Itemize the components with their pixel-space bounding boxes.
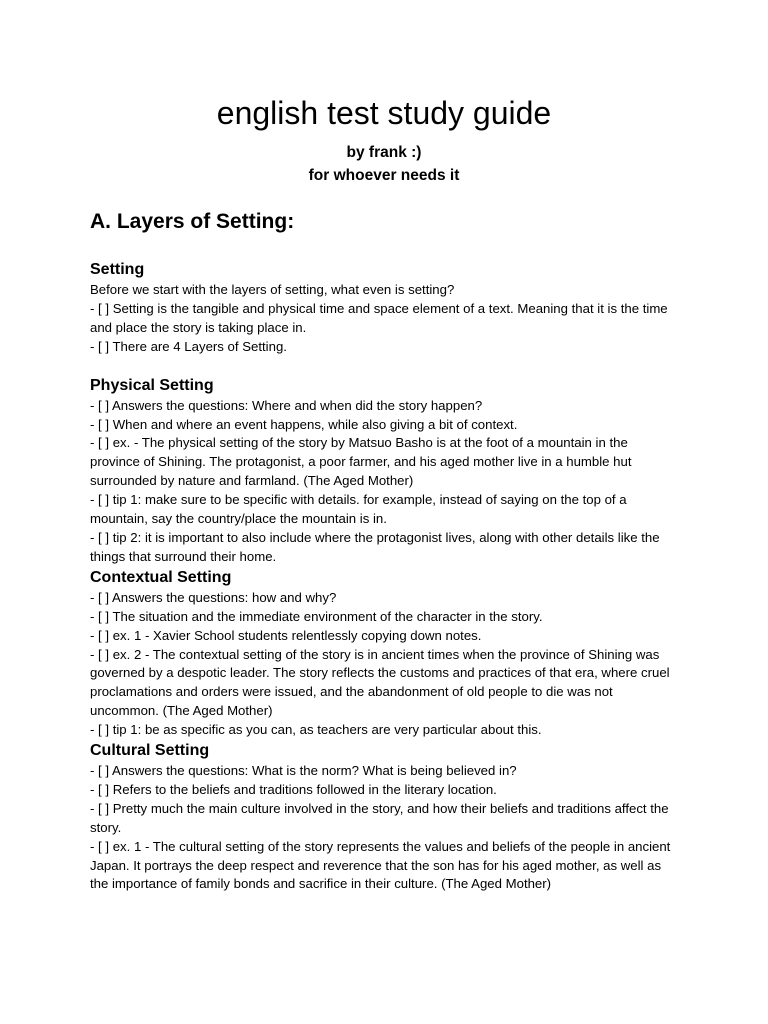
physical-line-3: - [ ] ex. - The physical setting of the story by Matsuo Basho is at the foot of a mountain in the province of Shining. The protagonist, a poor farmer, and his aged mother live in a humble hut surrounded by nature and farmland. (The Aged Mother)	[90, 435, 632, 489]
cultural-line-4: - [ ] ex. 1 - The cultural setting of the story represents the values and beliefs of the people in ancient Japan. It portrays the deep respect and reverence that the son has for his aged mother, as well as the importance of family bonds and sacrifice in their culture. (The Aged Mother)	[90, 838, 671, 892]
contextual-line-3: - [ ] ex. 1 - Xavier School students relentlessly copying down notes.	[90, 627, 482, 643]
section-heading-layers-of-setting: A. Layers of Setting:	[90, 210, 295, 233]
physical-line-4: - [ ] tip 1: make sure to be specific with details. for example, instead of saying on the top of a mountain, say the country/place the mountain is in.	[90, 492, 627, 527]
cultural-line-3: - [ ] Pretty much the main culture involved in the story, and how their beliefs and traditions affect the story.	[90, 800, 669, 835]
setting-line-1: Before we start with the layers of setting, what even is setting?	[90, 282, 455, 297]
document-title: english test study guide	[216, 95, 552, 131]
physical-line-1: - [ ] Answers the questions: Where and when did the story happen?	[90, 397, 483, 413]
cultural-line-2: - [ ] Refers to the beliefs and traditions followed in the literary location.	[90, 781, 497, 797]
contextual-line-5: - [ ] tip 1: be as specific as you can, as teachers are very particular about this.	[90, 722, 542, 738]
cultural-line-1: - [ ] Answers the questions: What is the norm? What is being believed in?	[90, 763, 517, 779]
setting-line-3: - [ ] There are 4 Layers of Setting.	[90, 338, 287, 354]
contextual-line-4: - [ ] ex. 2 - The contextual setting of the story is in ancient times when the province of Shining was governed by a despotic leader. The story reflects the customs and practices of that era, where cruel proclamations and orders were issued, and the abandonment of old people to die was not uncommon. (The Aged Mother)	[90, 646, 670, 719]
contextual-line-1: - [ ] Answers the questions: how and why?	[90, 589, 337, 605]
document-dedication: for whoever needs it	[308, 167, 460, 184]
setting-line-2: - [ ] Setting is the tangible and physical time and space element of a text. Meaning that it is the time and place the story is taking place in.	[90, 300, 668, 335]
document-byline: by frank :)	[346, 144, 422, 161]
subheading-setting: Setting	[90, 261, 145, 278]
document-body	[90, 205, 680, 894]
physical-line-2: - [ ] When and where an event happens, while also giving a bit of context.	[90, 416, 518, 432]
contextual-line-2: - [ ] The situation and the immediate environment of the character in the story.	[90, 608, 543, 624]
physical-line-5: - [ ] tip 2: it is important to also include where the protagonist lives, along with other details like the things that surround their home.	[90, 529, 660, 564]
subheading-contextual-setting: Contextual Setting	[90, 568, 232, 586]
subheading-cultural-setting: Cultural Setting	[90, 742, 210, 760]
subheading-physical-setting: Physical Setting	[90, 376, 214, 394]
